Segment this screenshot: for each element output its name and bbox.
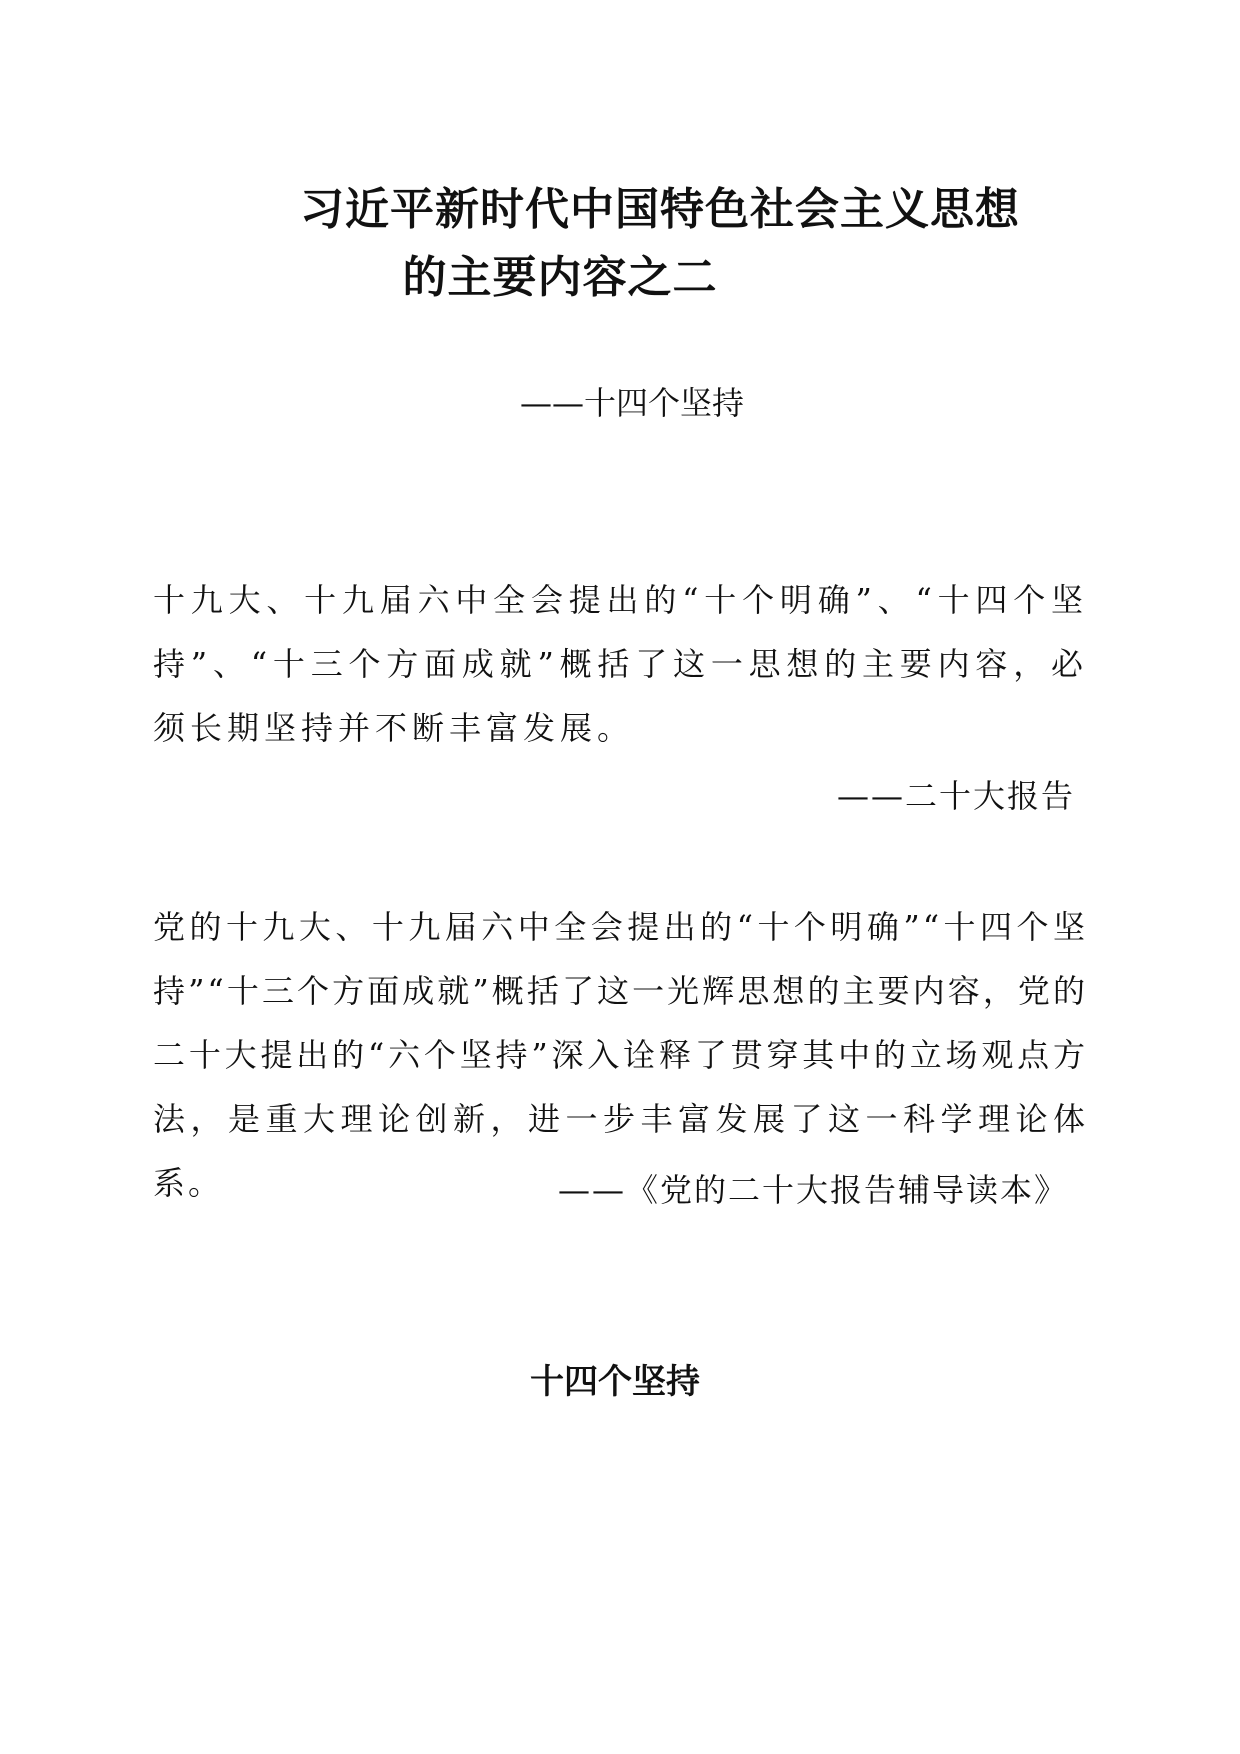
- quote-source-2: ——《党的二十大报告辅导读本》: [557, 1171, 1068, 1209]
- quote-paragraph-1: 十九大、十九届六中全会提出的“十个明确”、“十四个坚持”、“十三个方面成就”概括了这一思想的主要内容，必须长期坚持并不断丰富发展。: [153, 581, 1088, 747]
- document-title-line-2: 的主要内容之二: [402, 252, 718, 303]
- document-subtitle: ——十四个坚持: [520, 384, 745, 422]
- document-title-line-1: 习近平新时代中国特色社会主义思想: [300, 184, 1020, 235]
- quote-paragraph-2: 党的十九大、十九届六中全会提出的“十个明确”“十四个坚持”“十三个方面成就”概括了这一光辉思想的主要内容，党的二十大提出的“六个坚持”深入诠释了贯穿其中的立场观点方法，是重大理论创新，进一步丰富发展了这一科学理论体系。: [153, 908, 1088, 1202]
- section-heading: 十四个坚持: [530, 1362, 700, 1402]
- quote-source-1: ——二十大报告: [836, 777, 1075, 815]
